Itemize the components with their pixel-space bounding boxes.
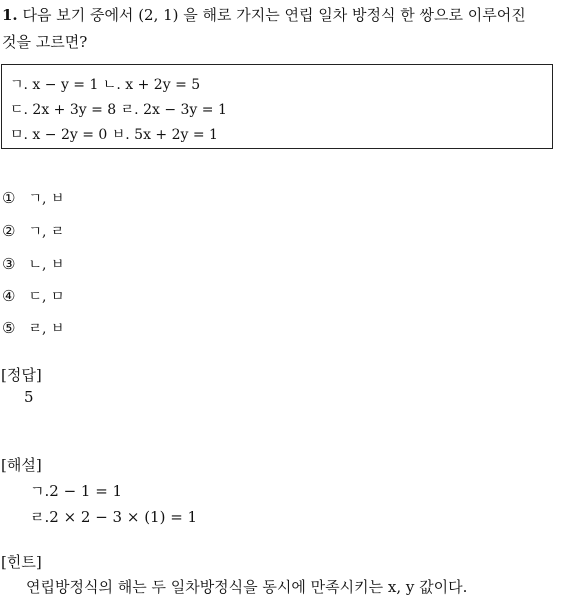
question-number: 1. — [2, 6, 18, 24]
choice-text: ㄴ, ㅂ — [28, 257, 65, 273]
choice-box — [1, 64, 553, 149]
choice-1[interactable] — [2, 188, 64, 208]
question-text-1: 다음 보기 중에서 (2, 1) 을 해로 가지는 연립 일차 방정식 한 쌍으로 이루어진 — [22, 6, 526, 24]
question-line-1 — [2, 4, 526, 25]
box-row-1: ㄱ. x − y = 1 ㄴ. x + 2y = 5 — [10, 77, 201, 93]
explanation-line-1: ㄱ.2 − 1 = 1 — [30, 482, 123, 500]
choice-text: ㄱ, ㄹ — [28, 224, 65, 240]
question-line-2: 것을 고르면? — [2, 33, 88, 51]
answer-value: 5 — [24, 388, 34, 406]
choice-number: ③ — [2, 255, 16, 273]
choice-number: ④ — [2, 287, 16, 305]
explanation-heading: [해설] — [1, 456, 42, 474]
choice-2[interactable] — [2, 221, 64, 241]
choice-text: ㄹ, ㅂ — [28, 321, 65, 337]
box-row-2: ㄷ. 2x + 3y = 8 ㄹ. 2x − 3y = 1 — [10, 102, 227, 118]
box-row-3: ㅁ. x − 2y = 0 ㅂ. 5x + 2y = 1 — [10, 127, 218, 143]
choice-3[interactable] — [2, 254, 64, 274]
choice-number: ② — [2, 222, 16, 240]
choice-4[interactable] — [2, 286, 64, 306]
answer-heading: [정답] — [1, 366, 42, 384]
choice-text: ㄷ, ㅁ — [28, 289, 65, 305]
hint-heading: [힌트] — [1, 553, 42, 571]
choice-number: ① — [2, 189, 16, 207]
choice-text: ㄱ, ㅂ — [28, 191, 65, 207]
hint-text: 연립방정식의 해는 두 일차방정식을 동시에 만족시키는 x, y 값이다. — [26, 578, 468, 596]
choice-5[interactable] — [2, 318, 64, 338]
choice-number: ⑤ — [2, 319, 16, 337]
explanation-line-2: ㄹ.2 × 2 − 3 × (1) = 1 — [30, 508, 198, 526]
